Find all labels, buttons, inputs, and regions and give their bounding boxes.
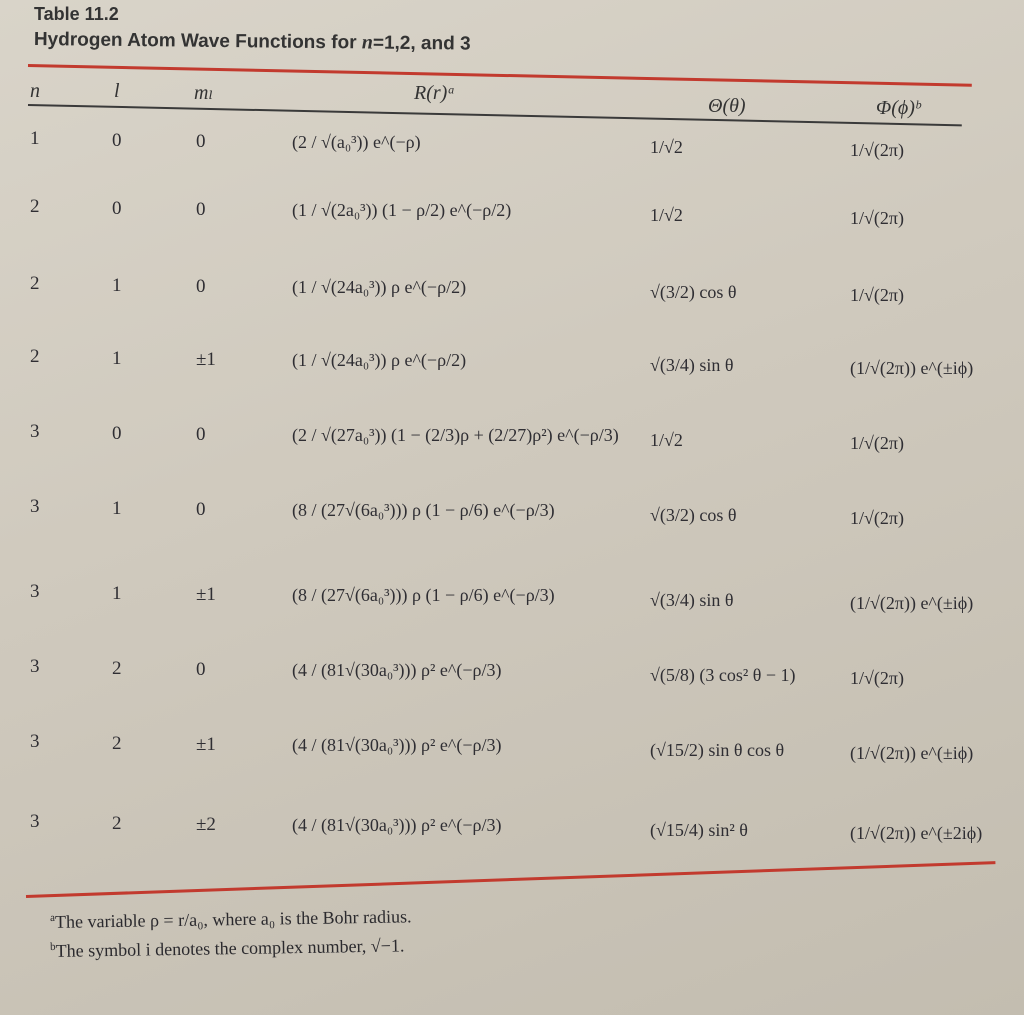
header-l: l xyxy=(114,80,120,102)
cell-ml: ±1 xyxy=(196,733,216,755)
cell-ml: 0 xyxy=(196,498,206,520)
header-n: n xyxy=(30,80,40,102)
cell-n: 1 xyxy=(30,128,40,150)
cell-l: 2 xyxy=(112,812,122,834)
footnote-a-text: The variable ρ = r/a₀, where a₀ is the Bohr radius. xyxy=(54,906,412,932)
table-label: Table 11.2 xyxy=(34,4,119,24)
header-ml: mₗ xyxy=(194,82,214,104)
cell-radial: (2 / √(a₀³)) e^(−ρ) xyxy=(292,131,421,152)
cell-radial: (4 / (81√(30a₀³))) ρ² e^(−ρ/3) xyxy=(292,659,502,680)
cell-theta: √(3/4) sin θ xyxy=(650,354,734,375)
cell-l: 2 xyxy=(112,657,122,679)
cell-n: 2 xyxy=(30,273,40,295)
footnote-a xyxy=(50,906,412,933)
cell-ml: ±1 xyxy=(196,348,216,370)
cell-l: 0 xyxy=(112,129,122,151)
table-title xyxy=(34,28,471,56)
title-prefix: Hydrogen Atom Wave Functions for xyxy=(33,28,362,54)
cell-phi: (1/√(2π)) e^(±2iϕ) xyxy=(850,822,983,843)
header-theta: Θ(θ) xyxy=(708,95,746,117)
cell-theta: (√15/4) sin² θ xyxy=(650,819,748,840)
bottom-rule xyxy=(26,861,996,898)
header-rule xyxy=(28,104,962,126)
cell-n: 3 xyxy=(30,656,40,678)
cell-phi: 1/√(2π) xyxy=(850,139,904,160)
cell-n: 3 xyxy=(30,811,40,833)
footnote-b xyxy=(50,935,405,962)
cell-radial: (4 / (81√(30a₀³))) ρ² e^(−ρ/3) xyxy=(292,734,502,755)
cell-l: 0 xyxy=(112,197,122,219)
cell-theta: (√15/2) sin θ cos θ xyxy=(650,739,785,760)
cell-ml: 0 xyxy=(196,130,206,152)
cell-radial: (1 / √(2a₀³)) (1 − ρ/2) e^(−ρ/2) xyxy=(292,199,512,220)
header-phi: Φ(ϕ)ᵇ xyxy=(876,97,921,119)
cell-theta: 1/√2 xyxy=(650,204,683,225)
cell-n: 2 xyxy=(30,196,40,218)
cell-phi: 1/√(2π) xyxy=(850,507,904,528)
cell-radial: (1 / √(24a₀³)) ρ e^(−ρ/2) xyxy=(292,276,467,297)
cell-theta: 1/√2 xyxy=(650,429,683,450)
cell-l: 0 xyxy=(112,422,122,444)
cell-ml: ±2 xyxy=(196,813,216,835)
cell-phi: 1/√(2π) xyxy=(850,207,904,228)
cell-phi: (1/√(2π)) e^(±iϕ) xyxy=(850,357,974,378)
cell-radial: (4 / (81√(30a₀³))) ρ² e^(−ρ/3) xyxy=(292,814,502,835)
cell-radial: (8 / (27√(6a₀³))) ρ (1 − ρ/6) e^(−ρ/3) xyxy=(292,584,555,605)
cell-n: 3 xyxy=(30,731,40,753)
cell-radial: (1 / √(24a₀³)) ρ e^(−ρ/2) xyxy=(292,349,467,370)
cell-theta: √(3/2) cos θ xyxy=(650,281,737,302)
cell-phi: 1/√(2π) xyxy=(850,432,904,453)
cell-l: 1 xyxy=(112,347,122,369)
cell-n: 3 xyxy=(30,496,40,518)
cell-theta: 1/√2 xyxy=(650,136,683,157)
cell-theta: √(3/4) sin θ xyxy=(650,589,734,610)
cell-ml: 0 xyxy=(196,658,206,680)
cell-n: 3 xyxy=(30,421,40,443)
cell-ml: 0 xyxy=(196,275,206,297)
cell-phi: 1/√(2π) xyxy=(850,284,904,305)
cell-theta: √(5/8) (3 cos² θ − 1) xyxy=(650,664,796,685)
cell-theta: √(3/2) cos θ xyxy=(650,504,737,525)
cell-l: 1 xyxy=(112,582,122,604)
cell-phi: 1/√(2π) xyxy=(850,667,904,688)
title-suffix: =1,2, and 3 xyxy=(372,32,471,55)
cell-phi: (1/√(2π)) e^(±iϕ) xyxy=(850,592,974,613)
cell-ml: 0 xyxy=(196,198,206,220)
cell-radial: (2 / √(27a₀³)) (1 − (2/3)ρ + (2/27)ρ²) e^(−ρ/3) xyxy=(292,424,619,445)
footnote-b-text: The symbol i denotes the complex number, √−1. xyxy=(55,935,405,961)
cell-l: 1 xyxy=(112,497,122,519)
cell-phi: (1/√(2π)) e^(±iϕ) xyxy=(850,742,974,763)
cell-l: 1 xyxy=(112,274,122,296)
footnote-b-mark: b xyxy=(50,940,56,953)
footnote-a-mark: a xyxy=(50,911,56,924)
cell-n: 2 xyxy=(30,346,40,368)
cell-ml: ±1 xyxy=(196,583,216,605)
title-variable: n xyxy=(361,31,374,54)
cell-l: 2 xyxy=(112,732,122,754)
cell-n: 3 xyxy=(30,581,40,603)
cell-ml: 0 xyxy=(196,423,206,445)
cell-radial: (8 / (27√(6a₀³))) ρ (1 − ρ/6) e^(−ρ/3) xyxy=(292,499,555,520)
header-radial: R(r)ᵃ xyxy=(414,82,456,104)
top-rule xyxy=(28,64,972,87)
